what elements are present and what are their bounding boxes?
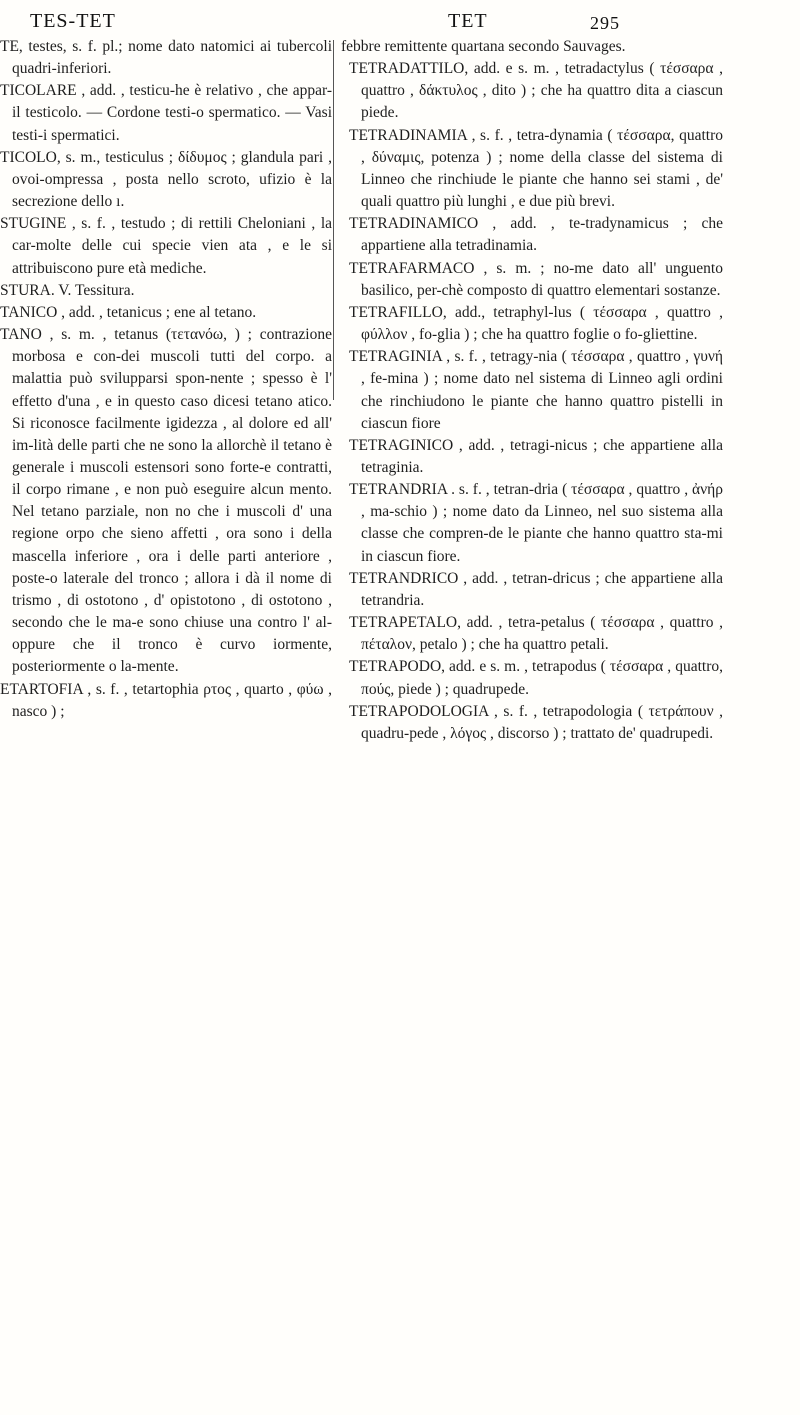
dictionary-entry: TETRANDRICO , add. , tetran-dricus ; che appartiene alla tetrandria.	[349, 569, 723, 609]
dictionary-entry: TETRAGINIA , s. f. , tetragy-nia ( τέσσαρα , quattro , γυνή , fe-mina ) ; nome dato nel sistema di Linneo agli ordini che rinchiudono le piante che hanno quattro pistelli in ciascun fiore	[349, 348, 723, 432]
dictionary-entry: TICOLARE , add. , testicu-he è relativo , che appar-il testicolo. — Cordone testi-o spermatico. — Vasi testi-i spermatici.	[0, 82, 332, 144]
left-column	[0, 36, 332, 1406]
dictionary-entry: TICOLO, s. m., testiculus ; δίδυμος ; glandula pari , ovoi-ompressa , posta nello scroto, ufizio è la secrezione dello ı.	[0, 148, 332, 211]
dictionary-entry: ETARTOFIA , s. f. , tetartophia ρτος , quarto , φύω , nasco ) ;	[0, 680, 332, 720]
dictionary-entry: TETRADINAMICO , add. , te-tradynamicus ; che appartiene alla tetradinamia.	[349, 215, 723, 255]
dictionary-entry: TANICO , add. , tetanicus ; ene al tetano.	[0, 303, 257, 321]
dictionary-entry: STURA. V. Tessitura.	[0, 281, 135, 299]
dictionary-entry: TETRAFILLO, add., tetraphyl-lus ( τέσσαρα , quattro , φύλλον , fo-glia ) ; che ha quattro foglie o fo-gliettine.	[349, 303, 723, 344]
dictionary-entry: TETRAPODO, add. e s. m. , tetrapodus ( τέσσαρα , quattro, πούς, piede ) ; quadrupede.	[349, 658, 723, 698]
dictionary-entry: TANO , s. m. , tetanus (τετανόω, ) ; contrazione morbosa e con-dei muscoli tutti del corpo. a malattia può svilupparsi spon-nente ; spesso è l' effetto d'una , e in questo caso dicesi tetano atico. Si riconosce facilmente igidezza , al dolore ed all' im-lità delle parti che ne sono la allorchè il tetano è generale i muscoli estensori sono forte-e contratti, il corpo rimane , e non può eseguire alcun mento. Nel tetano parziale, non no che i muscoli d' una regione orpo che sieno affetti , ora sono i della mascella inferiore , ora i delle parti anteriore , poste-o laterale del tronco ; allora i dà il nome di trismo , di ostotono , d' opistotono , di ostotono , secondo che le ma-e sono chiuse una contro l' al-oppure che il tronco è curvo iormente, posteriormente o la-mente.	[0, 326, 332, 676]
dictionary-entry: TETRADATTILO, add. e s. m. , tetradactylus ( τέσσαρα , quattro , δάκτυλος , dito ) ; che ha quattro dita a ciascun piede.	[349, 60, 723, 122]
dictionary-entry: TE, testes, s. f. pl.; nome dato natomici ai tubercoli quadri-inferiori.	[0, 38, 332, 78]
dictionary-entry: TETRAPODOLOGIA , s. f. , tetrapodologia ( τετράπουν , quadru-pede , λόγος , discorso ) ; trattato de' quadrupedi.	[349, 702, 723, 742]
running-head-center: TET	[448, 10, 488, 32]
dictionary-entry: TETRAGINICO , add. , tetragi-nicus ; che appartiene alla tetraginia.	[349, 436, 723, 476]
dictionary-entry: STUGINE , s. f. , testudo ; di rettili Cheloniani , la car-molte delle cui specie vien ata , e le si attribuiscono pure età mediche.	[0, 215, 332, 277]
column-divider	[333, 40, 334, 400]
dictionary-entry: TETRAPETALO, add. , tetra-petalus ( τέσσαρα , quattro , πέταλον, petalo ) ; che ha quattro petali.	[349, 614, 723, 654]
dictionary-entry: TETRADINAMIA , s. f. , tetra-dynamia ( τέσσαρα, quattro , δύναμις, potenza ) ; nome della classe del sistema di Linneo che rinchiude le piante che hanno sei stami , de' quali quattro più lunghi , e due più brevi.	[349, 126, 723, 211]
running-head-left: TES-TET	[30, 10, 116, 32]
continued-entry: febbre remittente quartana secondo Sauvages.	[341, 38, 626, 55]
dictionary-entry: TETRAFARMACO , s. m. ; no-me dato all' unguento basilico, per-chè composto di quattro elementari sostanze.	[349, 259, 723, 299]
right-column	[339, 36, 723, 1146]
page-number: 295	[590, 13, 620, 33]
dictionary-entry: TETRANDRIA . s. f. , tetran-dria ( τέσσαρα , quattro , ἀνήρ , ma-schio ) ; nome dato da Linneo, nel suo sistema alla classe che compren-de le piante che hanno quattro sta-mi in ciascun fiore.	[349, 481, 723, 565]
